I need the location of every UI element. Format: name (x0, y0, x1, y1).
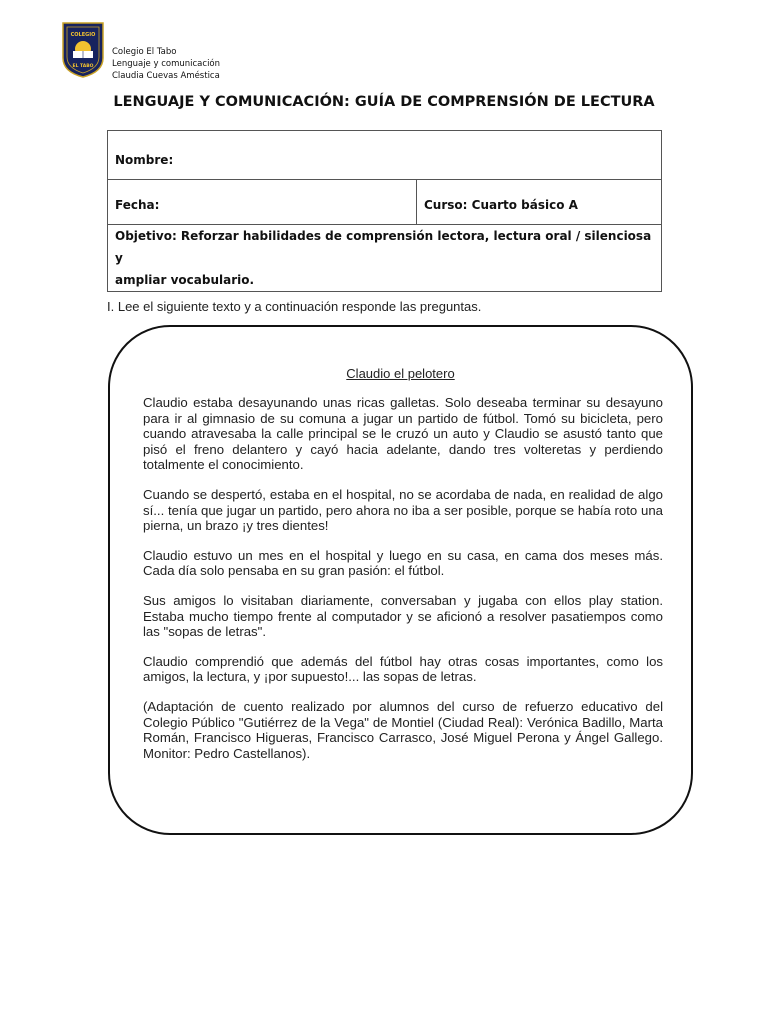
teacher-name: Claudia Cuevas Améstica (112, 71, 220, 81)
student-info-table (107, 130, 662, 292)
fecha-field[interactable]: Fecha: (108, 180, 417, 225)
story-paragraph: Cuando se despertó, estaba en el hospital, no se acordaba de nada, en realidad de algo sí... tenía que jugar un partido, pero ahora no iba a ser posible, porque se había roto una pierna, un brazo ¡y tres dientes! (143, 486, 663, 534)
svg-text:EL TABO: EL TABO (72, 64, 94, 69)
story-paragraph: Claudio comprendió que además del fútbol hay otras cosas importantes, como los amigos, la lectura, y ¡por supuesto!... las sopas de letras. (143, 653, 663, 685)
story-paragraph: Claudio estaba desayunando unas ricas galletas. Solo deseaba terminar su desayuno para ir al gimnasio de su comuna a jugar un partido de fútbol. Tomó su bicicleta, pero cuando atravesaba la calle principal se le cruzó un auto y Claudio se asustó tanto que pisó el freno delantero y cayó hacia adelante, dando tres volteretas y perdiendo totalmente el conocimiento. (143, 395, 663, 473)
curso-label: Curso: Cuarto básico A (417, 180, 662, 225)
school-name: Colegio El Tabo (112, 47, 177, 57)
nombre-field[interactable]: Nombre: (108, 131, 662, 180)
subject-name: Lenguaje y comunicación (112, 59, 221, 69)
school-header (112, 46, 220, 82)
objetivo-text (108, 225, 662, 292)
story-paragraph: Sus amigos lo visitaban diariamente, conversaban y jugaba con ellos play station. Estaba mucho tiempo frente al computador y se aficionó a resolver pasatiempos como las "sopas de letras". (143, 592, 663, 640)
objetivo-line-2: ampliar vocabulario. (115, 273, 255, 287)
instruction-text: I. Lee el siguiente texto y a continuación responde las preguntas. (107, 299, 482, 314)
story-paragraph: Claudio estuvo un mes en el hospital y luego en su casa, en cama dos meses más. Cada día solo pensaba en su gran pasión: el fútbol. (143, 547, 663, 579)
story-body (143, 395, 663, 775)
svg-text:COLEGIO: COLEGIO (70, 32, 96, 38)
story-box (108, 325, 693, 835)
school-crest-logo (61, 20, 105, 78)
objetivo-line-1: Objetivo: Reforzar habilidades de comprensión lectora, lectura oral / silenciosa y (115, 229, 652, 265)
page-title: LENGUAJE Y COMUNICACIÓN: GUÍA DE COMPRENSIÓN DE LECTURA (113, 94, 655, 110)
story-title: Claudio el pelotero (346, 366, 455, 381)
story-credits: (Adaptación de cuento realizado por alumnos del curso de refuerzo educativo del Colegio Público "Gutiérrez de la Vega" de Montiel (Ciudad Real): Verónica Badillo, Marta Román, Francisco Higueras, Francisco Carrasco, José Miguel Perona y Ángel Gallego. Monitor: Pedro Castellanos). (143, 698, 663, 761)
